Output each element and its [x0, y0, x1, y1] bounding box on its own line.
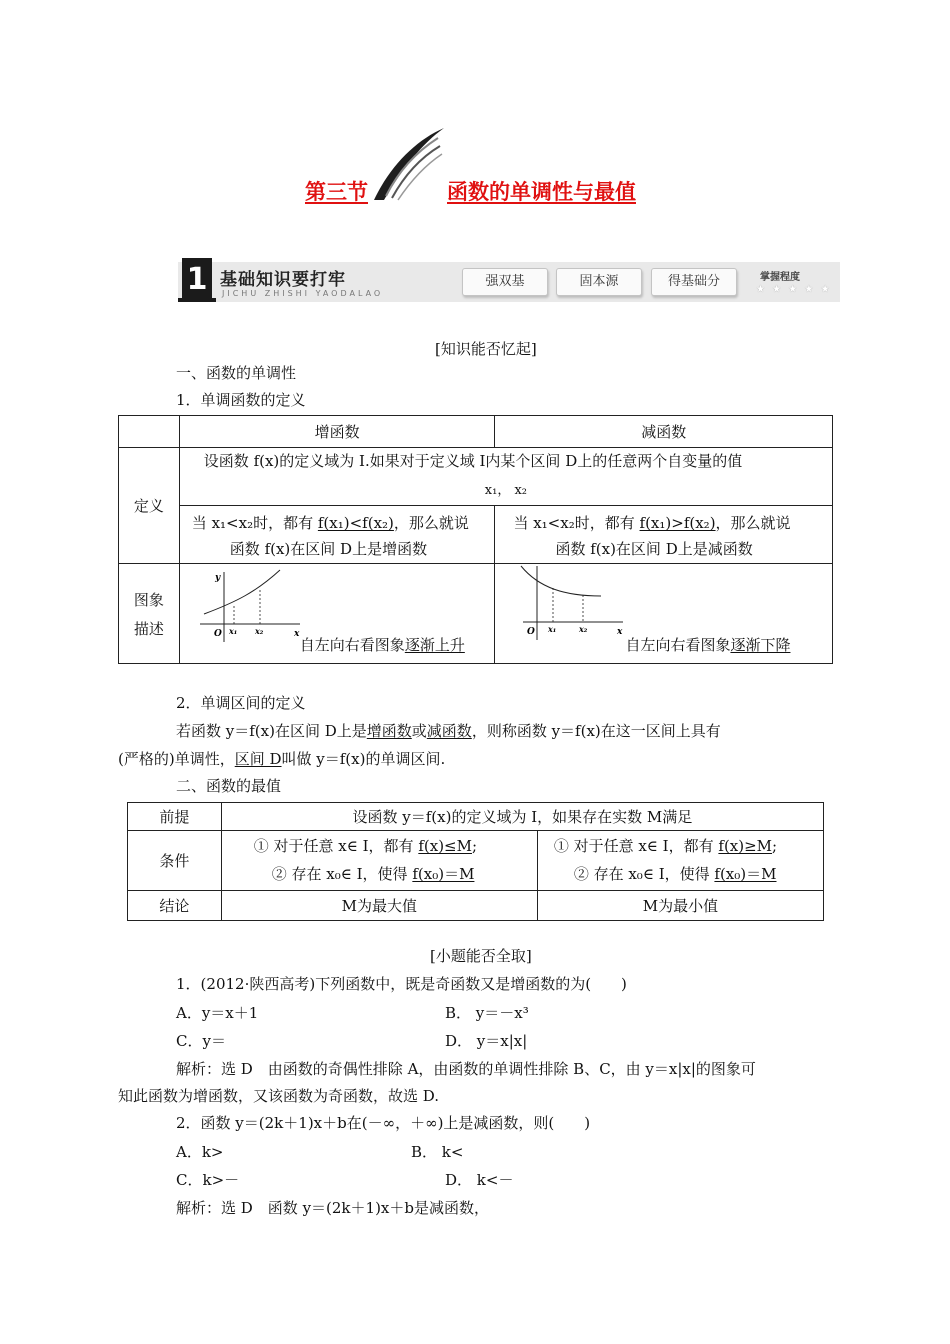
question-2: 2．函数 y＝(2k＋1)x＋b在(－∞，＋∞)上是减函数，则( ): [176, 1114, 591, 1132]
premise-cell: 设函数 y＝f(x)的定义域为 I，如果存在实数 M满足: [221, 803, 823, 831]
svg-text:x₂: x₂: [254, 626, 264, 636]
q2-option-a: A．k>: [176, 1143, 224, 1161]
banner-pinyin: JICHU ZHISHI YAODALAO: [222, 289, 384, 298]
increasing-graph: [196, 568, 306, 646]
extrema-table: [127, 802, 824, 921]
decreasing-definition: 当 x₁<x₂时，都有 f(x₁)>f(x₂)，那么就说 函数 f(x)在区间 D上是减函数: [495, 506, 833, 564]
banner-title: 基础知识要打牢: [220, 270, 346, 290]
sub2-heading: 2．单调区间的定义: [176, 694, 306, 712]
svg-text:O: O: [213, 629, 222, 639]
interval-paragraph-line1: 若函数 y＝f(x)在区间 D上是增函数或减函数，则称函数 y＝f(x)在这一区间上具有: [176, 722, 721, 740]
sub1-heading: 1．单调函数的定义: [176, 391, 306, 409]
question-1: 1．(2012·陕西高考)下列函数中，既是奇函数又是增函数的为( ): [176, 975, 627, 993]
swoosh-logo-icon: [370, 126, 450, 206]
q1-option-d: D． y＝x|x|: [445, 1032, 528, 1050]
mastery-label: 掌握程度: [760, 272, 800, 283]
tag-button-3: 得基础分: [651, 268, 737, 296]
condition-label: 条件: [128, 831, 222, 891]
interval-paragraph-line2: (严格的)单调性，区间 D叫做 y＝f(x)的单调区间.: [118, 750, 446, 768]
decreasing-graph: [519, 564, 631, 642]
max-conditions: ① 对于任意 x∈ I，都有 f(x)≤M; ② 存在 x₀∈ I，使得 f(x₀)＝M: [221, 831, 537, 891]
q1-solution-line2: 知此函数为增函数，又该函数为奇函数，故选 D.: [118, 1087, 440, 1105]
mastery-stars-icon: ★ ★ ★ ★ ★: [756, 284, 832, 295]
q1-option-a: A．y＝x＋1: [176, 1004, 259, 1022]
page-title: 函数的单调性与最值: [447, 180, 636, 204]
decreasing-graph-cell: O x x₁ x₂ 自左向右看图象逐渐下降: [495, 564, 833, 664]
row-graph: 图象 描述: [119, 564, 180, 664]
section-number: 第三节: [305, 180, 368, 204]
row-definition: 定义: [119, 448, 180, 564]
part2-heading: 二、函数的最值: [176, 777, 282, 795]
col-decreasing: 减函数: [495, 416, 833, 448]
part1-heading: 一、函数的单调性: [176, 364, 297, 382]
min-conditions: ① 对于任意 x∈ I，都有 f(x)≥M; ② 存在 x₀∈ I，使得 f(x₀)＝M: [537, 831, 823, 891]
q1-option-c: C．y＝: [176, 1032, 226, 1050]
conclusion-label: 结论: [128, 891, 222, 921]
increasing-graph-cell: y x O x₁ x₂ 自左向右看图象逐渐上升: [179, 564, 495, 664]
banner-number: 1: [182, 258, 212, 302]
q2-option-b: B． k<: [411, 1143, 464, 1161]
svg-text:x₁: x₁: [228, 626, 238, 636]
banner-underbar: [178, 298, 216, 302]
svg-text:x₂: x₂: [579, 624, 588, 634]
q2-solution: 解析：选 D 函数 y＝(2k＋1)x＋b是减函数，: [176, 1199, 489, 1217]
q2-option-c: C．k>－: [176, 1171, 240, 1189]
q2-option-d: D． k<－: [445, 1171, 514, 1189]
definition-cell: 设函数 f(x)的定义域为 I.如果对于定义域 I内某个区间 D上的任意两个自变量的值 x₁， x₂: [179, 448, 832, 506]
recall-heading: [知识能否忆起]: [435, 340, 537, 358]
tag-button-1: 强双基: [462, 268, 548, 296]
q1-solution-line1: 解析：选 D 由函数的奇偶性排除 A，由函数的单调性排除 B、C，由 y＝x|x|的图象可: [176, 1060, 756, 1078]
q1-option-b: B． y＝－x³: [445, 1004, 529, 1022]
svg-text:O: O: [527, 627, 536, 637]
premise-label: 前提: [128, 803, 222, 831]
svg-text:y: y: [214, 573, 221, 583]
increasing-definition: 当 x₁<x₂时，都有 f(x₁)<f(x₂)，那么就说 函数 f(x)在区间 D上是增函数: [179, 506, 495, 564]
quiz-heading: [小题能否全取]: [430, 947, 532, 965]
min-conclusion: M为最小值: [537, 891, 823, 921]
monotonic-table: [118, 415, 833, 664]
svg-text:x: x: [617, 627, 623, 637]
svg-text:x₁: x₁: [548, 624, 557, 634]
col-increasing: 增函数: [179, 416, 495, 448]
max-conclusion: M为最大值: [221, 891, 537, 921]
svg-text:x: x: [293, 629, 300, 639]
tag-button-2: 固本源: [556, 268, 642, 296]
